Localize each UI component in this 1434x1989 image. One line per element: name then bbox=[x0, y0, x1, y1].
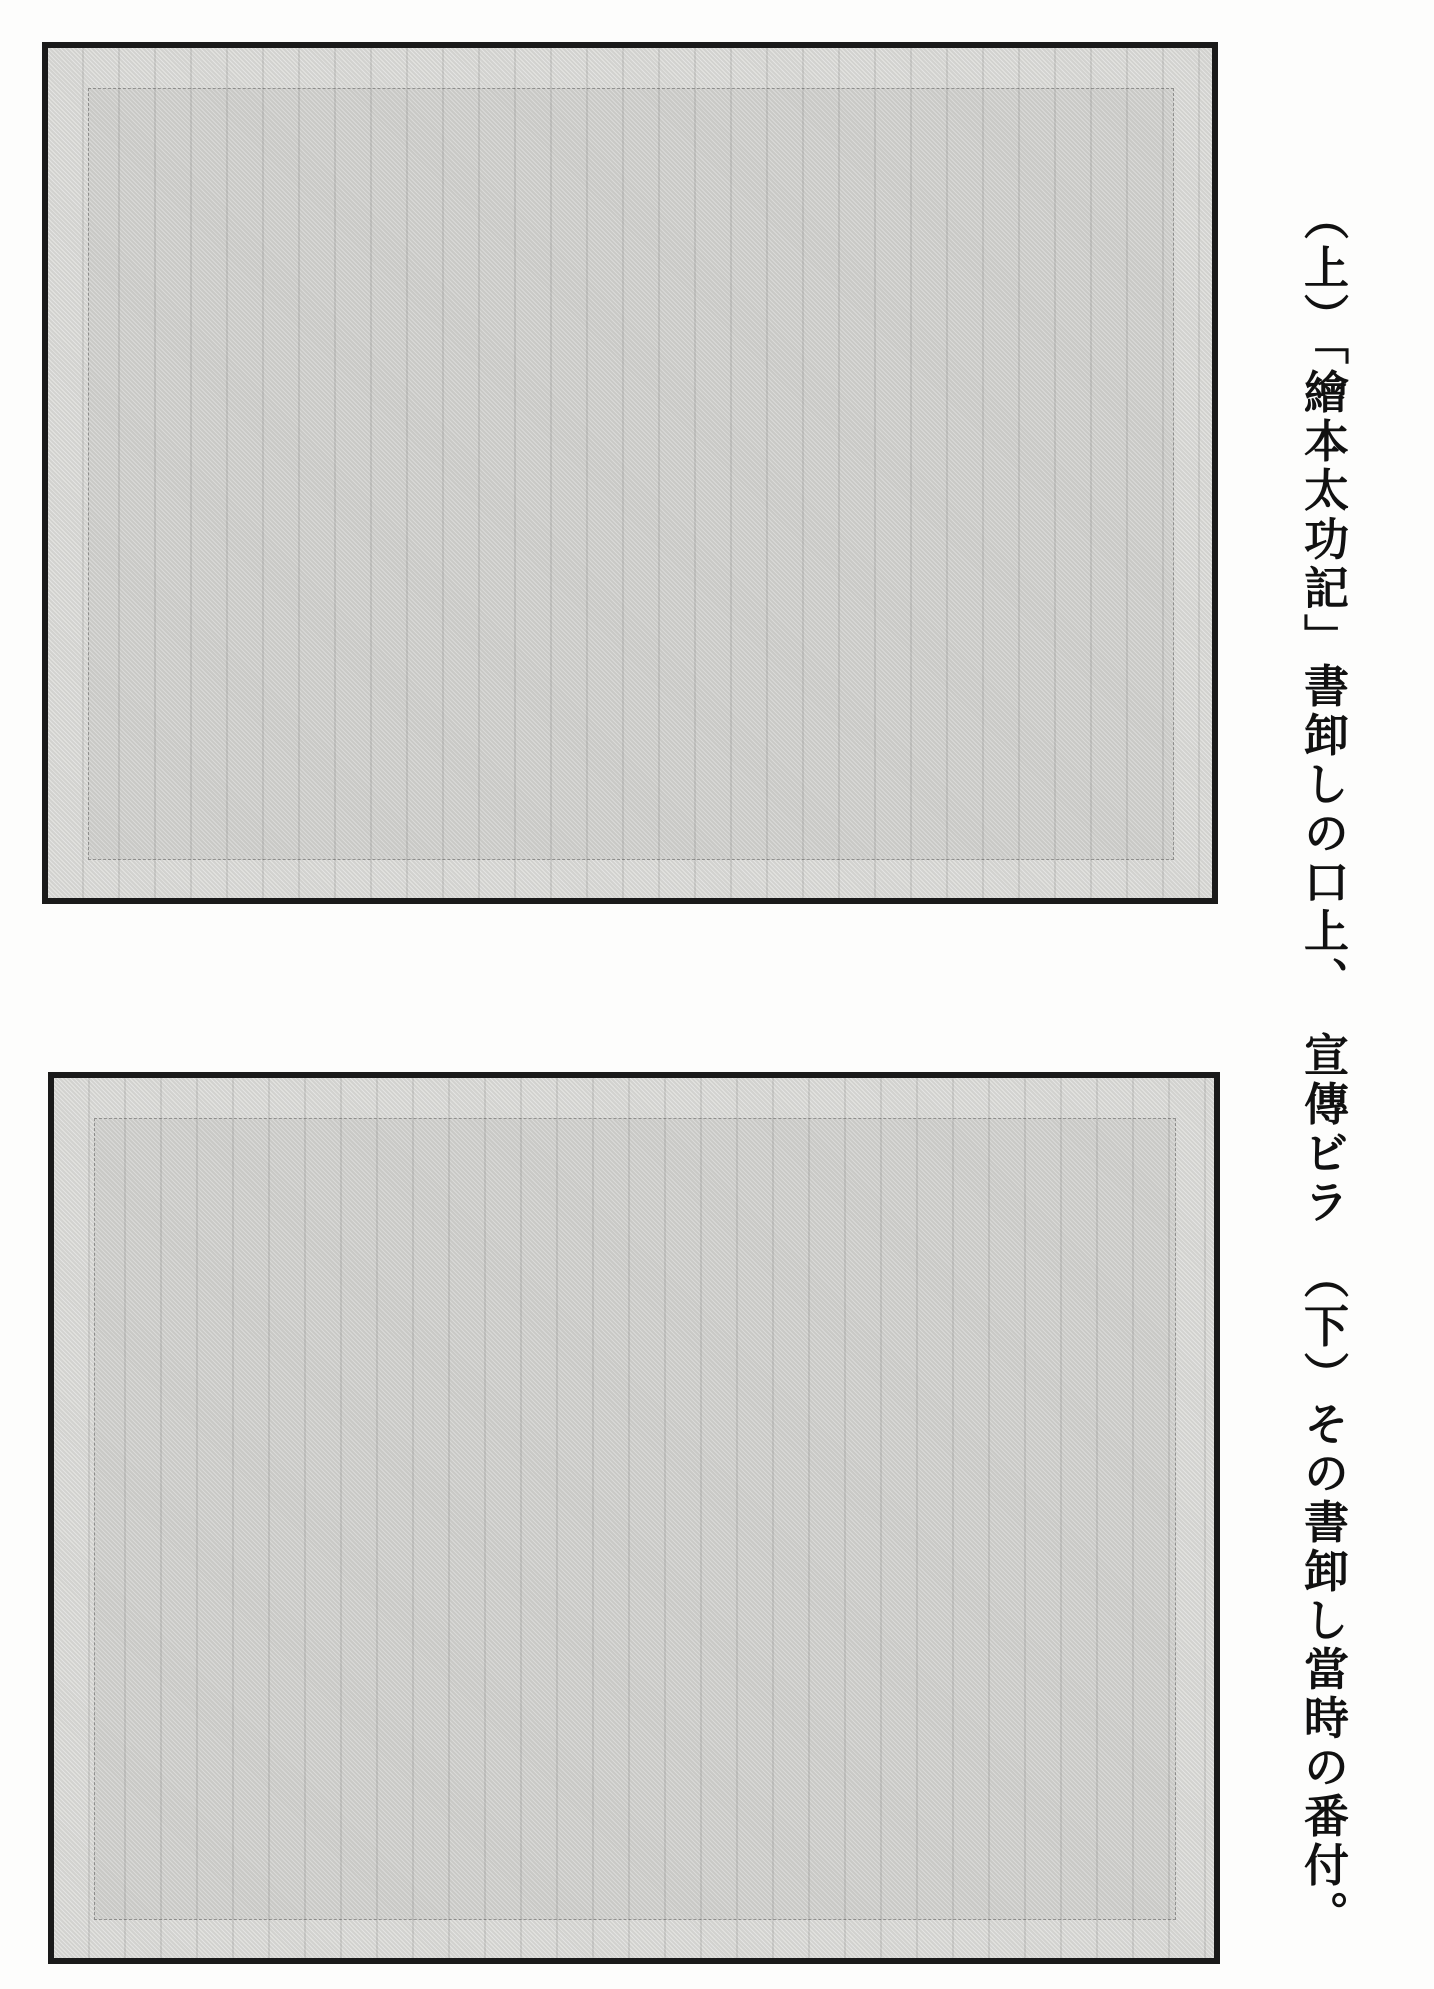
photo-playbill bbox=[48, 1072, 1220, 1964]
figure-caption bbox=[1296, 195, 1349, 1940]
announcement-image bbox=[88, 88, 1174, 860]
playbill-image bbox=[94, 1118, 1176, 1920]
caption-upper: （上）「繪本太功記」書卸しの口上、 bbox=[1296, 195, 1349, 1006]
caption-handbill: 宣傳ビラ bbox=[1296, 1031, 1349, 1228]
photo-announcement-bill bbox=[42, 42, 1218, 904]
caption-lower: （下）その書卸し當時の番付。 bbox=[1296, 1253, 1349, 1940]
